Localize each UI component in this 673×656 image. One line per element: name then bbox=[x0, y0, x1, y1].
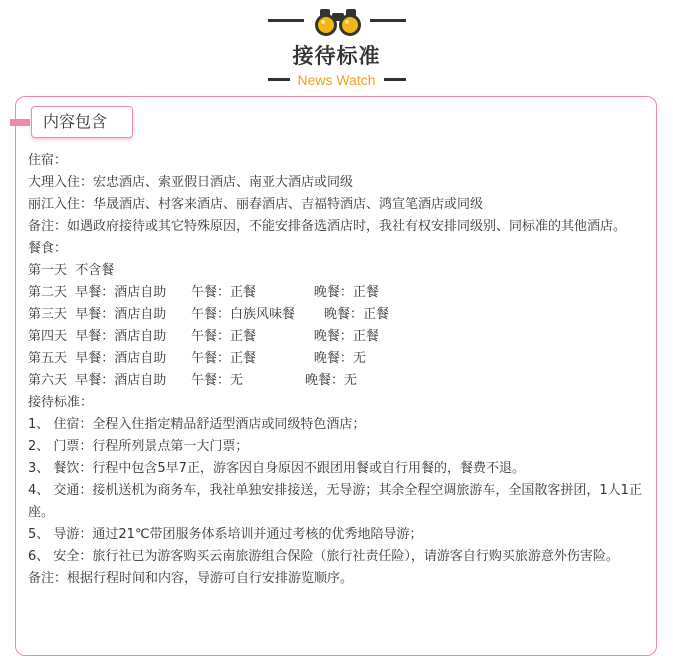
content-body bbox=[28, 150, 650, 590]
text-line: 备注：根据行程时间和内容，导游可自行安排游览顺序。 bbox=[28, 571, 354, 586]
text-line: 接待标准： bbox=[28, 395, 94, 410]
text-line: 3、 餐饮：行程中包含5早7正，游客因自身原因不跟团用餐或自行用餐的，餐费不退。 bbox=[28, 461, 525, 476]
text-line: 2、 门票：行程所列景点第一大门票； bbox=[28, 439, 249, 454]
meal-row: 第三天 早餐：酒店自助 午餐：白族风味餐 晚餐：正餐 bbox=[28, 307, 389, 322]
page-subtitle: News Watch bbox=[297, 72, 376, 88]
text-line: 餐食： bbox=[28, 241, 68, 256]
header-line-left bbox=[268, 19, 304, 22]
text-line: 4、 交通：接机送机为商务车，我社单独安排接送，无导游；其余全程空调旅游车，全国散客拼团，1人1正座。 bbox=[28, 483, 642, 520]
section-header bbox=[0, 0, 673, 96]
meal-row: 第六天 早餐：酒店自助 午餐：无 晚餐：无 bbox=[28, 373, 358, 388]
text-line: 住宿： bbox=[28, 153, 68, 168]
meal-row: 第一天 不含餐 bbox=[28, 263, 115, 278]
meal-row: 第五天 早餐：酒店自助 午餐：正餐 晚餐：无 bbox=[28, 351, 366, 366]
meal-row: 第二天 早餐：酒店自助 午餐：正餐 晚餐：正餐 bbox=[28, 285, 379, 300]
text-line: 5、 导游：通过21℃带团服务体系培训并通过考核的优秀地陪导游； bbox=[28, 527, 423, 542]
section-tag-marker bbox=[10, 119, 30, 126]
page-title: 接待标准 bbox=[292, 44, 381, 68]
section-tag: 内容包含 bbox=[31, 106, 133, 138]
meal-row: 第四天 早餐：酒店自助 午餐：正餐 晚餐：正餐 bbox=[28, 329, 379, 344]
binoculars-icon bbox=[312, 7, 364, 37]
text-line: 6、 安全：旅行社已为游客购买云南旅游组合保险（旅行社责任险），请游客自行购买旅游意外伤害险。 bbox=[28, 549, 619, 564]
text-line: 大理入住：宏忠酒店、索亚假日酒店、南亚大酒店或同级 bbox=[28, 175, 354, 190]
text-line: 备注：如遇政府接待或其它特殊原因，不能安排备选酒店时，我社有权安排同级别、同标准的其他酒店。 bbox=[28, 219, 627, 234]
text-line: 丽江入住：华晟酒店、村客来酒店、丽春酒店、吉福特酒店、鸿宣笔酒店或同级 bbox=[28, 197, 484, 212]
header-line-right bbox=[370, 19, 406, 22]
text-line: 1、 住宿：全程入住指定精品舒适型酒店或同级特色酒店； bbox=[28, 417, 366, 432]
